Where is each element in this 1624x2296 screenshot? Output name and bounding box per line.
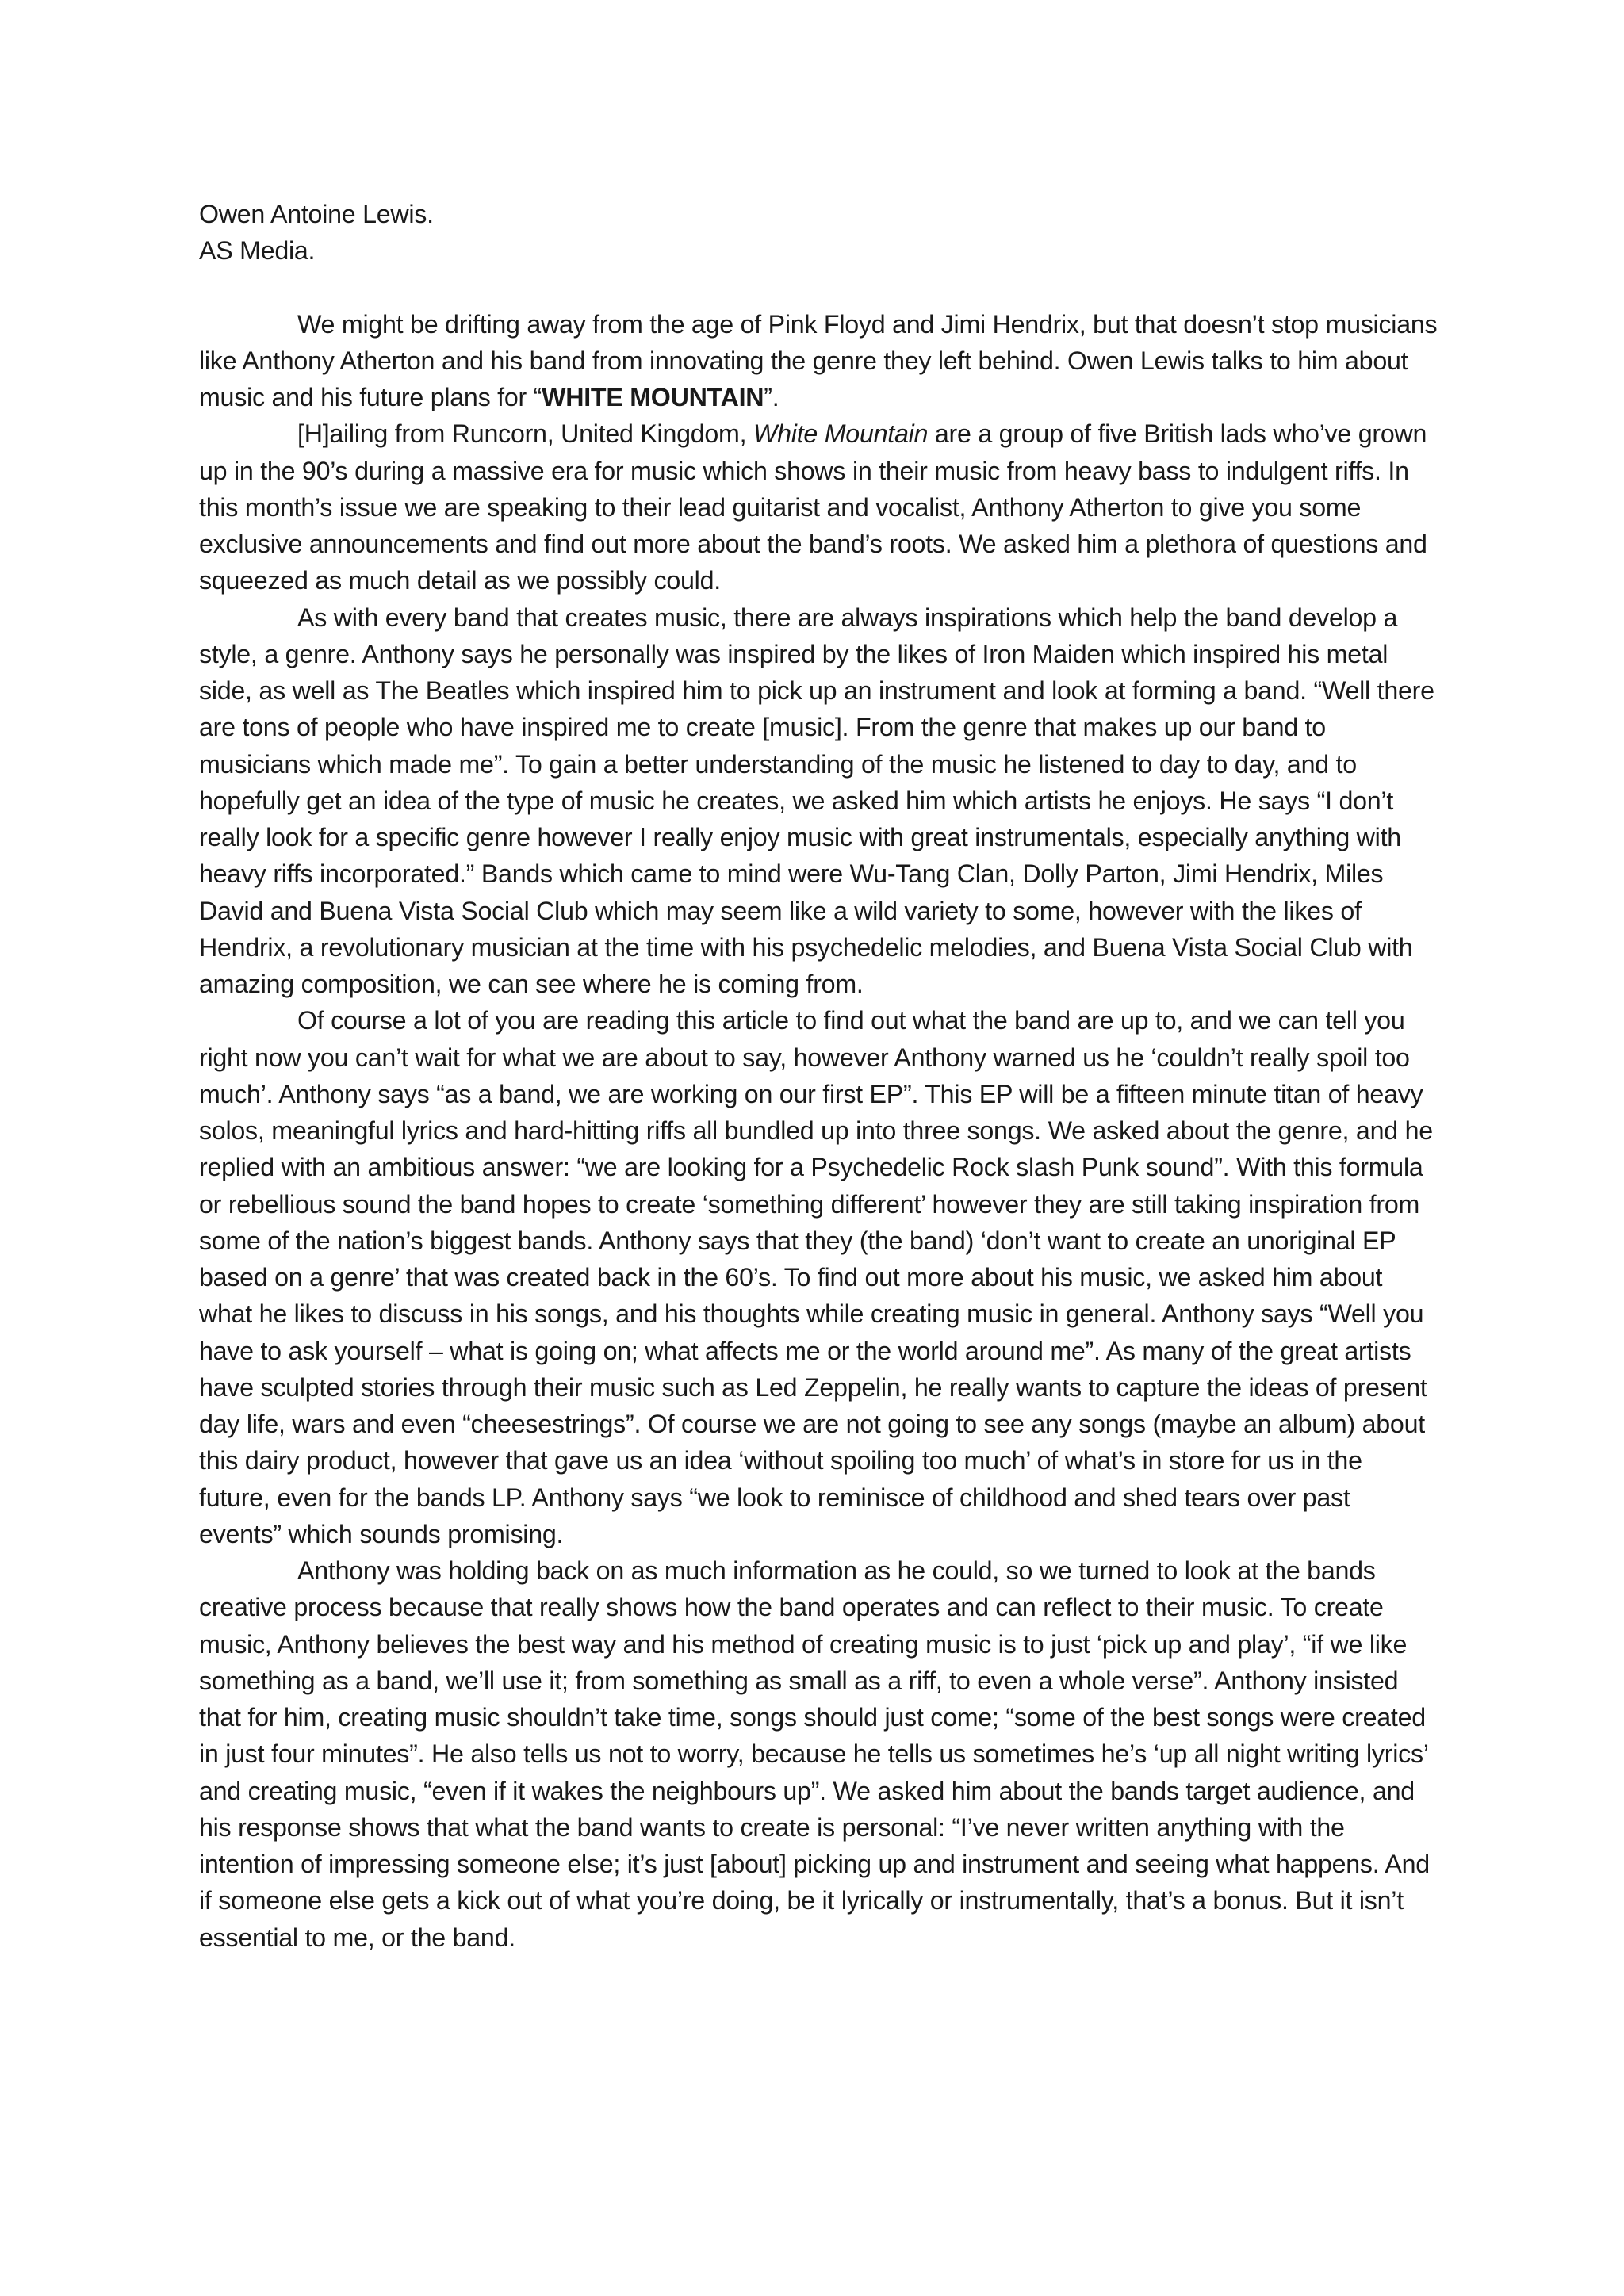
spacer (199, 270, 1438, 306)
hailing-text: [H]ailing from Runcorn, United Kingdom, (297, 419, 754, 449)
paragraph-ep: Of course a lot of you are reading this article to find out what the band are up to, and we can tell you right now you can’t wait for what we are about to say, however Anthony warned us he ‘couldn’t really spoil too much’. Anthony says “as a band, we are working on our first EP”. This EP will be a fifteen minute titan of heavy solos, meaningful lyrics and hard-hitting riffs all bundled up into three songs. We asked about the genre, and he replied with an ambitious answer: “we are looking for a Psychedelic Rock slash Punk sound”. With this formula or rebellious sound the band hopes to create ‘something different’ however they are still taking inspiration from some of the nation’s biggest bands. Anthony says that they (the band) ‘don’t want to create an unoriginal EP based on a genre’ that was created back in the 60’s. To find out more about his music, we asked him about what he likes to discuss in his songs, and his thoughts while creating music in general. Anthony says “Well you have to ask yourself – what is going on; what affects me or the world around me”. As many of the great artists have sculpted stories through their music such as Led Zeppelin, he really wants to capture the ideas of present day life, wars and even “cheesestrings”. Of course we are not going to see any songs (maybe an album) about this dairy product, however that gave us an idea ‘without spoiling too much’ of what’s in store for us in the future, even for the bands LP. Anthony says “we look to reminisce of childhood and shed tears over past events” which sounds promising. (199, 1006, 1433, 1548)
intro-text-end: ”. (764, 383, 779, 411)
band-name-italic: White Mountain (753, 419, 929, 449)
intro-text: We might be drifting away from the age of Pink Floyd and Jimi Hendrix, but that doesn’t stop musicians like Anthony Atherton and his band from innovating the genre they left behind. Owen Lewis talks to him about music and his future plans for “ (199, 309, 1438, 411)
band-name-bold: WHITE MOUNTAIN (542, 383, 764, 411)
paragraph-intro (199, 306, 1438, 416)
author-name: Owen Antoine Lewis. (199, 200, 434, 228)
document-page (199, 196, 1438, 1956)
paragraph-hailing (199, 415, 1438, 599)
hailing-text-end: are a group of five British lads who’ve grown up in the 90’s during a massive era for music which shows in their music from heavy bass to indulgent riffs. In this month’s issue we are speaking to their lead guitarist and vocalist, Anthony Atherton to give you some exclusive announcements and find out more about the band’s roots. We asked him a plethora of questions and squeezed as much detail as we possibly could. (199, 419, 1427, 595)
paragraph-inspirations: As with every band that creates music, there are always inspirations which help the band develop a style, a genre. Anthony says he personally was inspired by the likes of Iron Maiden which inspired his metal side, as well as The Beatles which inspired him to pick up an instrument and look at forming a band. “Well there are tons of people who have inspired me to create [music]. From the genre that makes up our band to musicians which made me”. To gain a better understanding of the music he listened to day to day, and to hopefully get an idea of the type of music he creates, we asked him which artists he enjoys. He says “I don’t really look for a specific genre however I really enjoy music with great instrumentals, especially anything with heavy riffs incorporated.” Bands which came to mind were Wu-Tang Clan, Dolly Parton, Jimi Hendrix, Miles David and Buena Vista Social Club which may seem like a wild variety to some, however with the likes of Hendrix, a revolutionary musician at the time with his psychedelic melodies, and Buena Vista Social Club with amazing composition, we can see where he is coming from. (199, 603, 1434, 998)
paragraph-creative-process: Anthony was holding back on as much information as he could, so we turned to look at the bands creative process because that really shows how the band operates and can reflect to their music. To create music, Anthony believes the best way and his method of creating music is to just ‘pick up and play’, “if we like something as a band, we’ll use it; from something as small as a riff, to even a whole verse”. Anthony insisted that for him, creating music shouldn’t take time, songs should just come; “some of the best songs were created in just four minutes”. He also tells us not to worry, because he tells us sometimes he’s ‘up all night writing lyrics’ and creating music, “even if it wakes the neighbours up”. We asked him about the bands target audience, and his response shows that what the band wants to create is personal: “I’ve never written anything with the intention of impressing someone else; it’s just [about] picking up and instrument and seeing what happens. And if someone else gets a kick out of what you’re doing, be it lyrically or instrumentally, that’s a bonus. But it isn’t essential to me, or the band. (199, 1556, 1430, 1952)
course-name: AS Media. (199, 236, 316, 266)
